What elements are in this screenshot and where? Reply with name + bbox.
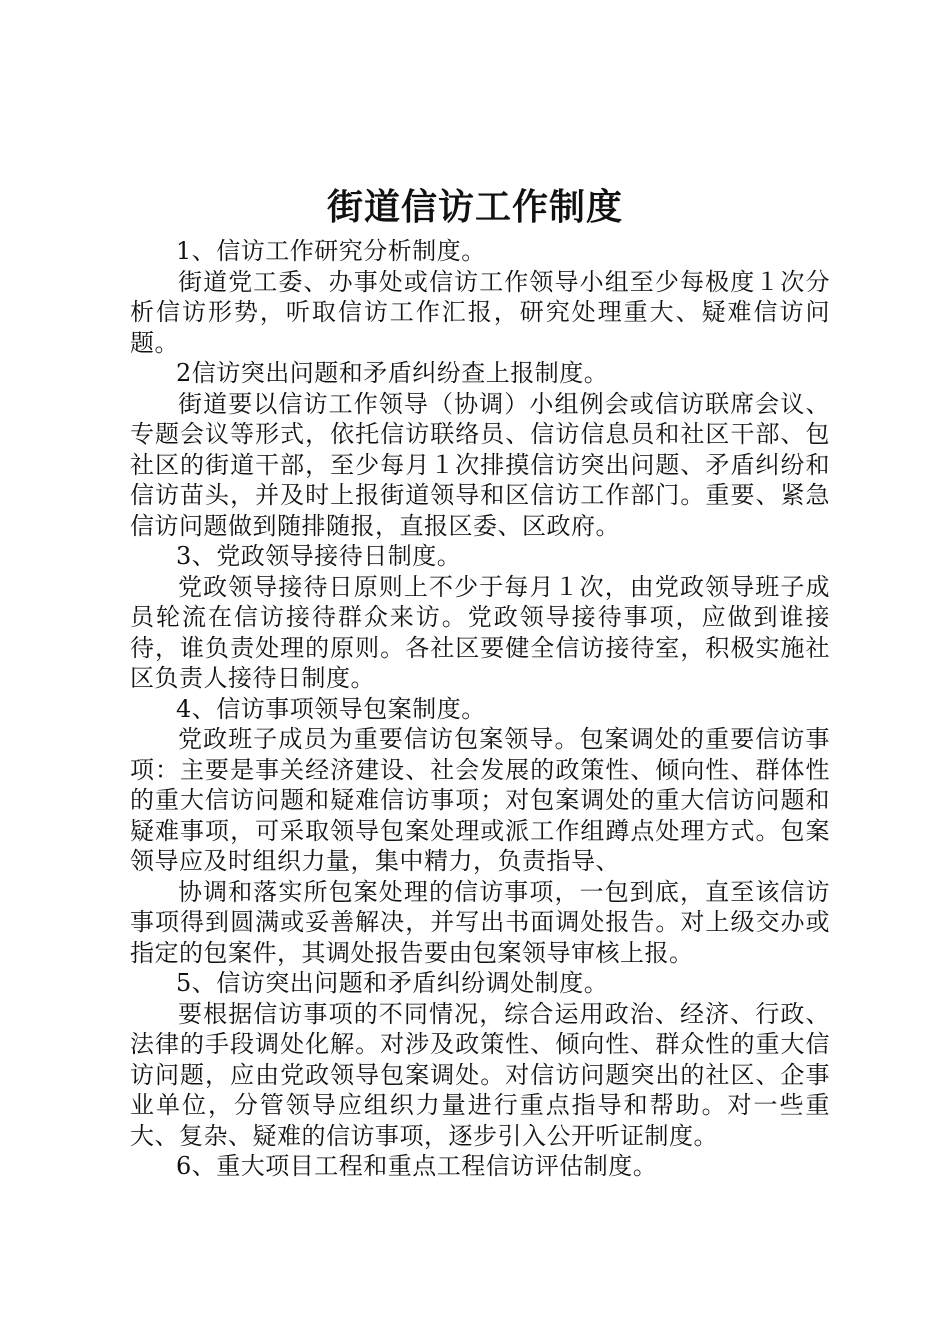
- section-heading-3: 3、党政领导接待日制度。: [176, 542, 462, 570]
- paragraph: 协调和落实所包案处理的信访事项，一包到底，直至该信访事项得到圆满或妥善解决，并写出书面调处报告。对上级交办或指定的包案件，其调处报告要由包案领导审核上报。: [130, 877, 830, 967]
- section-heading-6: 6、重大项目工程和重点工程信访评估制度。: [176, 1152, 658, 1180]
- section-heading-4: 4、信访事项领导包案制度。: [176, 694, 486, 723]
- paragraph: 要根据信访事项的不同情况，综合运用政治、经济、行政、法律的手段调处化解。对涉及政策性、倾向性、群众性的重大信访问题，应由党政领导包案调处。对信访问题突出的社区、企事业单位，分管领导应组织力量进行重点指导和帮助。对一些重大、复杂、疑难的信访事项，逐步引入公开听证制度。: [130, 999, 830, 1150]
- section-heading-5: 5、信访突出问题和矛盾纠纷调处制度。: [176, 969, 609, 997]
- document-title: 街道信访工作制度: [326, 187, 623, 228]
- section-heading-2: 2信访突出问题和矛盾纠纷查上报制度。: [176, 359, 609, 387]
- section-heading-1: 1、信访工作研究分析制度。: [176, 237, 486, 265]
- paragraph: 党政班子成员为重要信访包案领导。包案调处的重要信访事项：主要是事关经济建设、社会发展的政策性、倾向性、群体性的重大信访问题和疑难信访事项；对包案调处的重大信访问题和疑难事项，可采取领导包案处理或派工作组蹲点处理方式。包案领导应及时组织力量，集中精力，负责指导、: [130, 725, 830, 875]
- document-body: [130, 236, 830, 1182]
- paragraph: 街道党工委、办事处或信访工作领导小组至少每极度１次分析信访形势，听取信访工作汇报，研究处理重大、疑难信访问题。: [130, 267, 830, 357]
- paragraph: 党政领导接待日原则上不少于每月１次，由党政领导班子成员轮流在信访接待群众来访。党政领导接待事项，应做到谁接待，谁负责处理的原则。各社区要健全信访接待室，积极实施社区负责人接待日制度。: [130, 572, 830, 692]
- paragraph: 街道要以信访工作领导（协调）小组例会或信访联席会议、专题会议等形式，依托信访联络员、信访信息员和社区干部、包社区的街道干部，至少每月１次排摸信访突出问题、矛盾纠纷和信访苗头，并及时上报街道领导和区信访工作部门。重要、紧急信访问题做到随排随报，直报区委、区政府。: [130, 389, 830, 540]
